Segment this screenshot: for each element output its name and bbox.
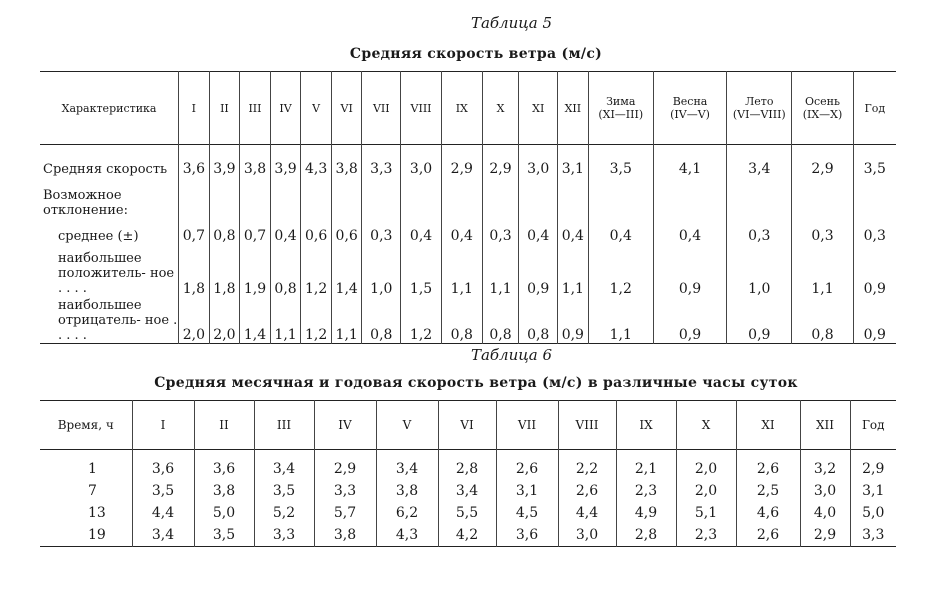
table-cell: [209, 183, 240, 223]
table-cell: 3,0: [800, 480, 850, 502]
table-row: [40, 502, 896, 524]
table-cell: [588, 183, 653, 223]
table-cell: 5,0: [194, 502, 254, 524]
table-cell: 5,0: [850, 502, 896, 524]
table-cell: 3,9: [270, 145, 301, 184]
characteristic-header: Характеристика: [61, 101, 157, 115]
table-cell: 2,8: [438, 450, 496, 481]
year-header: Год: [853, 72, 896, 145]
table-cell: 3,8: [331, 145, 362, 184]
table-cell: 4,6: [736, 502, 800, 524]
table-cell: 5,1: [676, 502, 736, 524]
table-cell: 1,2: [301, 297, 332, 344]
table-row: [40, 524, 896, 547]
table-cell: 0,8: [362, 297, 401, 344]
year-header: Год: [850, 401, 896, 450]
table-cell: 0,4: [441, 223, 482, 249]
hour-label: 7: [88, 483, 97, 499]
table-cell: [519, 183, 558, 223]
table-cell: 2,6: [736, 524, 800, 547]
hour-label: 19: [88, 527, 106, 543]
table-cell: 0,4: [401, 223, 442, 249]
table-cell: 1,1: [270, 297, 301, 344]
table-cell: 4,9: [616, 502, 676, 524]
month-header: X: [676, 401, 736, 450]
table-cell: 4,0: [800, 502, 850, 524]
table-cell: 3,5: [194, 524, 254, 547]
table-cell: 2,1: [616, 450, 676, 481]
table-cell: 5,5: [438, 502, 496, 524]
season-header-summer: Лето (VI—VIII): [727, 72, 792, 145]
table-cell: 2,9: [482, 145, 519, 184]
table-cell: [558, 183, 589, 223]
table-cell: 1,8: [209, 249, 240, 297]
table-cell: 3,1: [496, 480, 558, 502]
row-label: Возможное отклонение:: [43, 188, 128, 218]
row-label: наибольшее отрицатель- ное . . . . .: [58, 297, 178, 343]
table-cell: 3,3: [314, 480, 376, 502]
table-cell: 3,9: [209, 145, 240, 184]
table-cell: 4,1: [653, 145, 726, 184]
month-header: II: [209, 72, 240, 145]
table-cell: 3,5: [132, 480, 194, 502]
table-cell: 3,4: [132, 524, 194, 547]
table-row: [40, 480, 896, 502]
table-cell: 2,9: [800, 524, 850, 547]
table5-caption: Таблица 5: [470, 14, 552, 32]
table-cell: 2,0: [179, 297, 210, 344]
month-header: VII: [362, 72, 401, 145]
month-header: VIII: [401, 72, 442, 145]
table-cell: [792, 183, 853, 223]
month-header: X: [482, 72, 519, 145]
table-cell: 0,4: [588, 223, 653, 249]
month-header: IX: [441, 72, 482, 145]
row-label: наибольшее положитель- ное . . . .: [58, 250, 175, 296]
table-cell: 3,6: [132, 450, 194, 481]
table-cell: 2,0: [209, 297, 240, 344]
table-cell: 3,1: [558, 145, 589, 184]
table5: [40, 71, 896, 344]
month-header: VIII: [558, 401, 616, 450]
table-cell: 1,4: [331, 249, 362, 297]
table-cell: 2,8: [616, 524, 676, 547]
table-cell: 0,8: [482, 297, 519, 344]
table-cell: 0,9: [727, 297, 792, 344]
table-cell: 0,4: [653, 223, 726, 249]
table-cell: 3,8: [240, 145, 271, 184]
table-cell: [853, 183, 896, 223]
table-cell: 1,4: [240, 297, 271, 344]
table-cell: 1,1: [558, 249, 589, 297]
table-cell: 0,9: [519, 249, 558, 297]
month-header: VI: [331, 72, 362, 145]
table-row: [40, 297, 896, 344]
table-cell: 0,8: [792, 297, 853, 344]
table-cell: 0,8: [270, 249, 301, 297]
table-cell: [301, 183, 332, 223]
table6-caption: Таблица 6: [470, 346, 552, 364]
table-cell: 1,1: [588, 297, 653, 344]
table-cell: 0,3: [727, 223, 792, 249]
table-cell: [441, 183, 482, 223]
month-header: II: [194, 401, 254, 450]
table-cell: 0,7: [179, 223, 210, 249]
table-cell: 3,5: [588, 145, 653, 184]
table-cell: 6,2: [376, 502, 438, 524]
table-cell: 2,5: [736, 480, 800, 502]
table-cell: 0,3: [792, 223, 853, 249]
table-cell: 2,3: [676, 524, 736, 547]
table-cell: 1,2: [401, 297, 442, 344]
table-cell: 1,1: [792, 249, 853, 297]
table-cell: 0,9: [653, 297, 726, 344]
row-label: среднее (±): [58, 228, 139, 244]
table-cell: 0,4: [558, 223, 589, 249]
table-cell: 3,3: [254, 524, 314, 547]
month-header: IV: [270, 72, 301, 145]
table-cell: 1,1: [331, 297, 362, 344]
table6-title: Средняя месячная и годовая скорость ветра (м/с) в различные часы суток: [154, 375, 798, 391]
table-cell: 3,8: [194, 480, 254, 502]
table-cell: 0,7: [240, 223, 271, 249]
table-cell: 1,5: [401, 249, 442, 297]
table-cell: 1,8: [179, 249, 210, 297]
table-cell: 1,0: [727, 249, 792, 297]
month-header: III: [240, 72, 271, 145]
table5-title: Средняя скорость ветра (м/с): [349, 46, 603, 62]
table-cell: 3,4: [376, 450, 438, 481]
table-row: [40, 249, 896, 297]
table-cell: 1,1: [482, 249, 519, 297]
table-cell: 4,4: [132, 502, 194, 524]
month-header: IV: [314, 401, 376, 450]
table-cell: 3,4: [254, 450, 314, 481]
table6-header-row: [40, 401, 896, 450]
table-cell: 0,9: [853, 297, 896, 344]
table-row: [40, 183, 896, 223]
table5-header-row: [40, 72, 896, 145]
table-cell: 1,1: [441, 249, 482, 297]
table-cell: 0,4: [519, 223, 558, 249]
month-header: I: [179, 72, 210, 145]
table-cell: [240, 183, 271, 223]
season-header-winter: Зима (XI—III): [588, 72, 653, 145]
table-cell: 2,6: [736, 450, 800, 481]
table-cell: 0,8: [209, 223, 240, 249]
table-cell: 4,3: [376, 524, 438, 547]
table-row: [40, 223, 896, 249]
season-header-spring: Весна (IV—V): [653, 72, 726, 145]
table-cell: 0,3: [362, 223, 401, 249]
table-cell: 0,4: [270, 223, 301, 249]
hour-label: 13: [88, 505, 106, 521]
month-header: I: [132, 401, 194, 450]
table-cell: 2,2: [558, 450, 616, 481]
table-cell: 4,5: [496, 502, 558, 524]
table-cell: 4,4: [558, 502, 616, 524]
table-cell: 2,6: [496, 450, 558, 481]
table-cell: 3,6: [194, 450, 254, 481]
table-cell: 3,4: [727, 145, 792, 184]
table-cell: 2,6: [558, 480, 616, 502]
table-cell: 2,9: [850, 450, 896, 481]
table-cell: 3,0: [519, 145, 558, 184]
table-cell: [362, 183, 401, 223]
table-cell: 3,5: [853, 145, 896, 184]
table-cell: [482, 183, 519, 223]
table-cell: 3,0: [401, 145, 442, 184]
table-row: [40, 450, 896, 481]
table-cell: 3,1: [850, 480, 896, 502]
table-cell: 2,9: [441, 145, 482, 184]
table-cell: 0,3: [853, 223, 896, 249]
table-cell: 3,6: [179, 145, 210, 184]
table-cell: 1,9: [240, 249, 271, 297]
table-cell: 4,2: [438, 524, 496, 547]
row-label: Средняя скорость: [43, 161, 168, 177]
table-row: [40, 145, 896, 184]
table-cell: 3,2: [800, 450, 850, 481]
table-cell: 3,3: [362, 145, 401, 184]
month-header: VII: [496, 401, 558, 450]
table-cell: 2,9: [792, 145, 853, 184]
table-cell: 3,4: [438, 480, 496, 502]
table-cell: 0,6: [331, 223, 362, 249]
table-cell: 3,8: [314, 524, 376, 547]
month-header: VI: [438, 401, 496, 450]
table-cell: 0,9: [558, 297, 589, 344]
month-header: V: [301, 72, 332, 145]
table-cell: 1,0: [362, 249, 401, 297]
month-header: V: [376, 401, 438, 450]
table-cell: 3,8: [376, 480, 438, 502]
table-cell: 3,6: [496, 524, 558, 547]
table-cell: 0,3: [482, 223, 519, 249]
table-cell: 0,9: [853, 249, 896, 297]
table-cell: [270, 183, 301, 223]
table-cell: 3,0: [558, 524, 616, 547]
season-header-autumn: Осень (IX—X): [792, 72, 853, 145]
month-header: IX: [616, 401, 676, 450]
table-cell: 2,0: [676, 450, 736, 481]
table-cell: 3,5: [254, 480, 314, 502]
month-header: III: [254, 401, 314, 450]
time-header: Время, ч: [57, 417, 114, 432]
table-cell: [401, 183, 442, 223]
hour-label: 1: [88, 461, 97, 477]
table-cell: 3,3: [850, 524, 896, 547]
month-header: XI: [519, 72, 558, 145]
table-cell: 0,6: [301, 223, 332, 249]
table-cell: 0,9: [653, 249, 726, 297]
table-cell: 1,2: [301, 249, 332, 297]
table-cell: 5,2: [254, 502, 314, 524]
table-cell: 2,0: [676, 480, 736, 502]
month-header: XII: [800, 401, 850, 450]
table-cell: [331, 183, 362, 223]
table6: [40, 400, 896, 547]
table-cell: 0,8: [441, 297, 482, 344]
table-cell: 2,9: [314, 450, 376, 481]
table-cell: 2,3: [616, 480, 676, 502]
month-header: XII: [558, 72, 589, 145]
table-cell: 0,8: [519, 297, 558, 344]
table-cell: [179, 183, 210, 223]
month-header: XI: [736, 401, 800, 450]
table-cell: [727, 183, 792, 223]
table-cell: 5,7: [314, 502, 376, 524]
table-cell: [653, 183, 726, 223]
table-cell: 1,2: [588, 249, 653, 297]
table-cell: 4,3: [301, 145, 332, 184]
